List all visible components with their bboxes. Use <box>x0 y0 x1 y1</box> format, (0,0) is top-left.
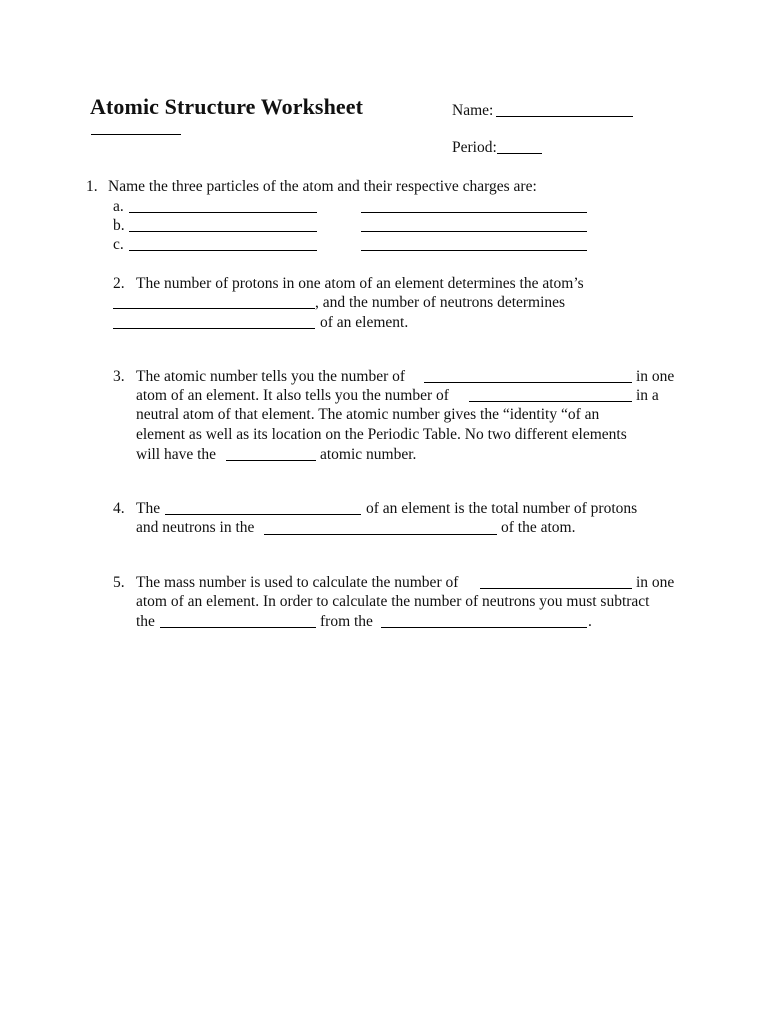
question-1-text: Name the three particles of the atom and their respective charges are: <box>108 178 537 195</box>
q1-b-label: b. <box>113 217 125 234</box>
name-label: Name: <box>452 102 494 119</box>
q5-line1a: The mass number is used to calculate the number of <box>136 574 459 591</box>
question-4-number: 4. <box>113 500 125 517</box>
q5-line1b: in one <box>636 574 675 591</box>
q3-line4: element as well as its location on the Periodic Table. No two different elements <box>136 426 627 443</box>
q2-line2: , and the number of neutrons determines <box>315 294 566 311</box>
question-2-number: 2. <box>113 275 125 292</box>
q1-c-charge-blank[interactable] <box>361 250 587 251</box>
q5-line3b: from the <box>320 613 373 630</box>
q3-line1a: The atomic number tells you the number of <box>136 368 406 385</box>
q1-a-label: a. <box>113 198 124 215</box>
q1-b-particle-blank[interactable] <box>129 231 317 232</box>
q5-line3a: the <box>136 613 155 630</box>
q3-line5a: will have the <box>136 446 217 463</box>
q4-line2b: of the atom. <box>501 519 576 536</box>
q5-blank-2[interactable] <box>160 627 316 628</box>
q1-c-label: c. <box>113 236 124 253</box>
q1-a-particle-blank[interactable] <box>129 212 317 213</box>
q1-c-particle-blank[interactable] <box>129 250 317 251</box>
q3-line2b: in a <box>636 387 659 404</box>
question-5-number: 5. <box>113 574 125 591</box>
q5-blank-1[interactable] <box>480 588 632 589</box>
q3-line3: neutral atom of that element. The atomic number gives the “identity “of an <box>136 406 600 423</box>
question-3-number: 3. <box>113 368 125 385</box>
q4-blank-1[interactable] <box>165 514 361 515</box>
q3-line2a: atom of an element. It also tells you the number of <box>136 387 449 404</box>
q3-line1b: in one <box>636 368 675 385</box>
q5-line2: atom of an element. In order to calculate the number of neutrons you must subtract <box>136 593 650 610</box>
q2-line3: of an element. <box>320 314 409 331</box>
q2-blank-1[interactable] <box>113 308 315 309</box>
q1-a-charge-blank[interactable] <box>361 212 587 213</box>
name-blank[interactable] <box>496 116 633 117</box>
q1-b-charge-blank[interactable] <box>361 231 587 232</box>
q4-line1a: The <box>136 500 161 517</box>
q2-blank-2[interactable] <box>113 328 315 329</box>
q3-blank-1[interactable] <box>424 382 632 383</box>
question-1-number: 1. <box>86 178 98 195</box>
period-blank[interactable] <box>497 153 542 154</box>
page-title: Atomic Structure Worksheet <box>90 94 364 119</box>
q5-line3c: . <box>588 613 592 630</box>
q4-blank-2[interactable] <box>264 534 497 535</box>
q4-line2a: and neutrons in the <box>136 519 255 536</box>
q3-blank-3[interactable] <box>226 460 316 461</box>
q5-blank-3[interactable] <box>381 627 587 628</box>
q3-blank-2[interactable] <box>469 401 632 402</box>
period-label: Period: <box>452 139 497 156</box>
q3-line5b: atomic number. <box>320 446 417 463</box>
title-underline <box>91 134 181 135</box>
q4-line1b: of an element is the total number of protons <box>366 500 638 517</box>
q2-line1: The number of protons in one atom of an element determines the atom’s <box>136 275 584 292</box>
